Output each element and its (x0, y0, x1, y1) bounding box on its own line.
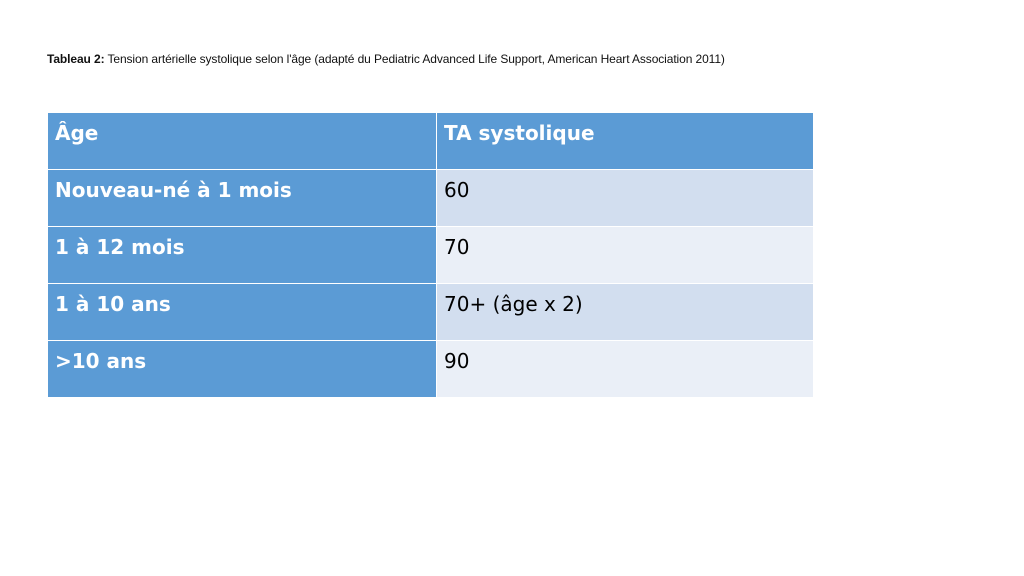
table-row (48, 170, 814, 227)
table-caption (47, 52, 725, 66)
caption-label: Tableau 2: (47, 52, 105, 66)
row-age-cell: 1 à 12 mois (48, 227, 437, 284)
row-age-cell: >10 ans (48, 341, 437, 398)
row-value-cell: 70 (437, 227, 814, 284)
caption-text: Tension artérielle systolique selon l'âge (adapté du Pediatric Advanced Life Support, American Heart Association 2011) (104, 52, 725, 66)
table-row (48, 341, 814, 398)
row-value-cell: 70+ (âge x 2) (437, 284, 814, 341)
header-systolic: TA systolique (437, 113, 814, 170)
row-age-cell: 1 à 10 ans (48, 284, 437, 341)
table-row (48, 284, 814, 341)
row-age-cell: Nouveau-né à 1 mois (48, 170, 437, 227)
header-age: Âge (48, 113, 437, 170)
row-value-cell: 90 (437, 341, 814, 398)
table-row (48, 227, 814, 284)
table-header-row (48, 113, 814, 170)
blood-pressure-table (47, 112, 814, 398)
row-value-cell: 60 (437, 170, 814, 227)
